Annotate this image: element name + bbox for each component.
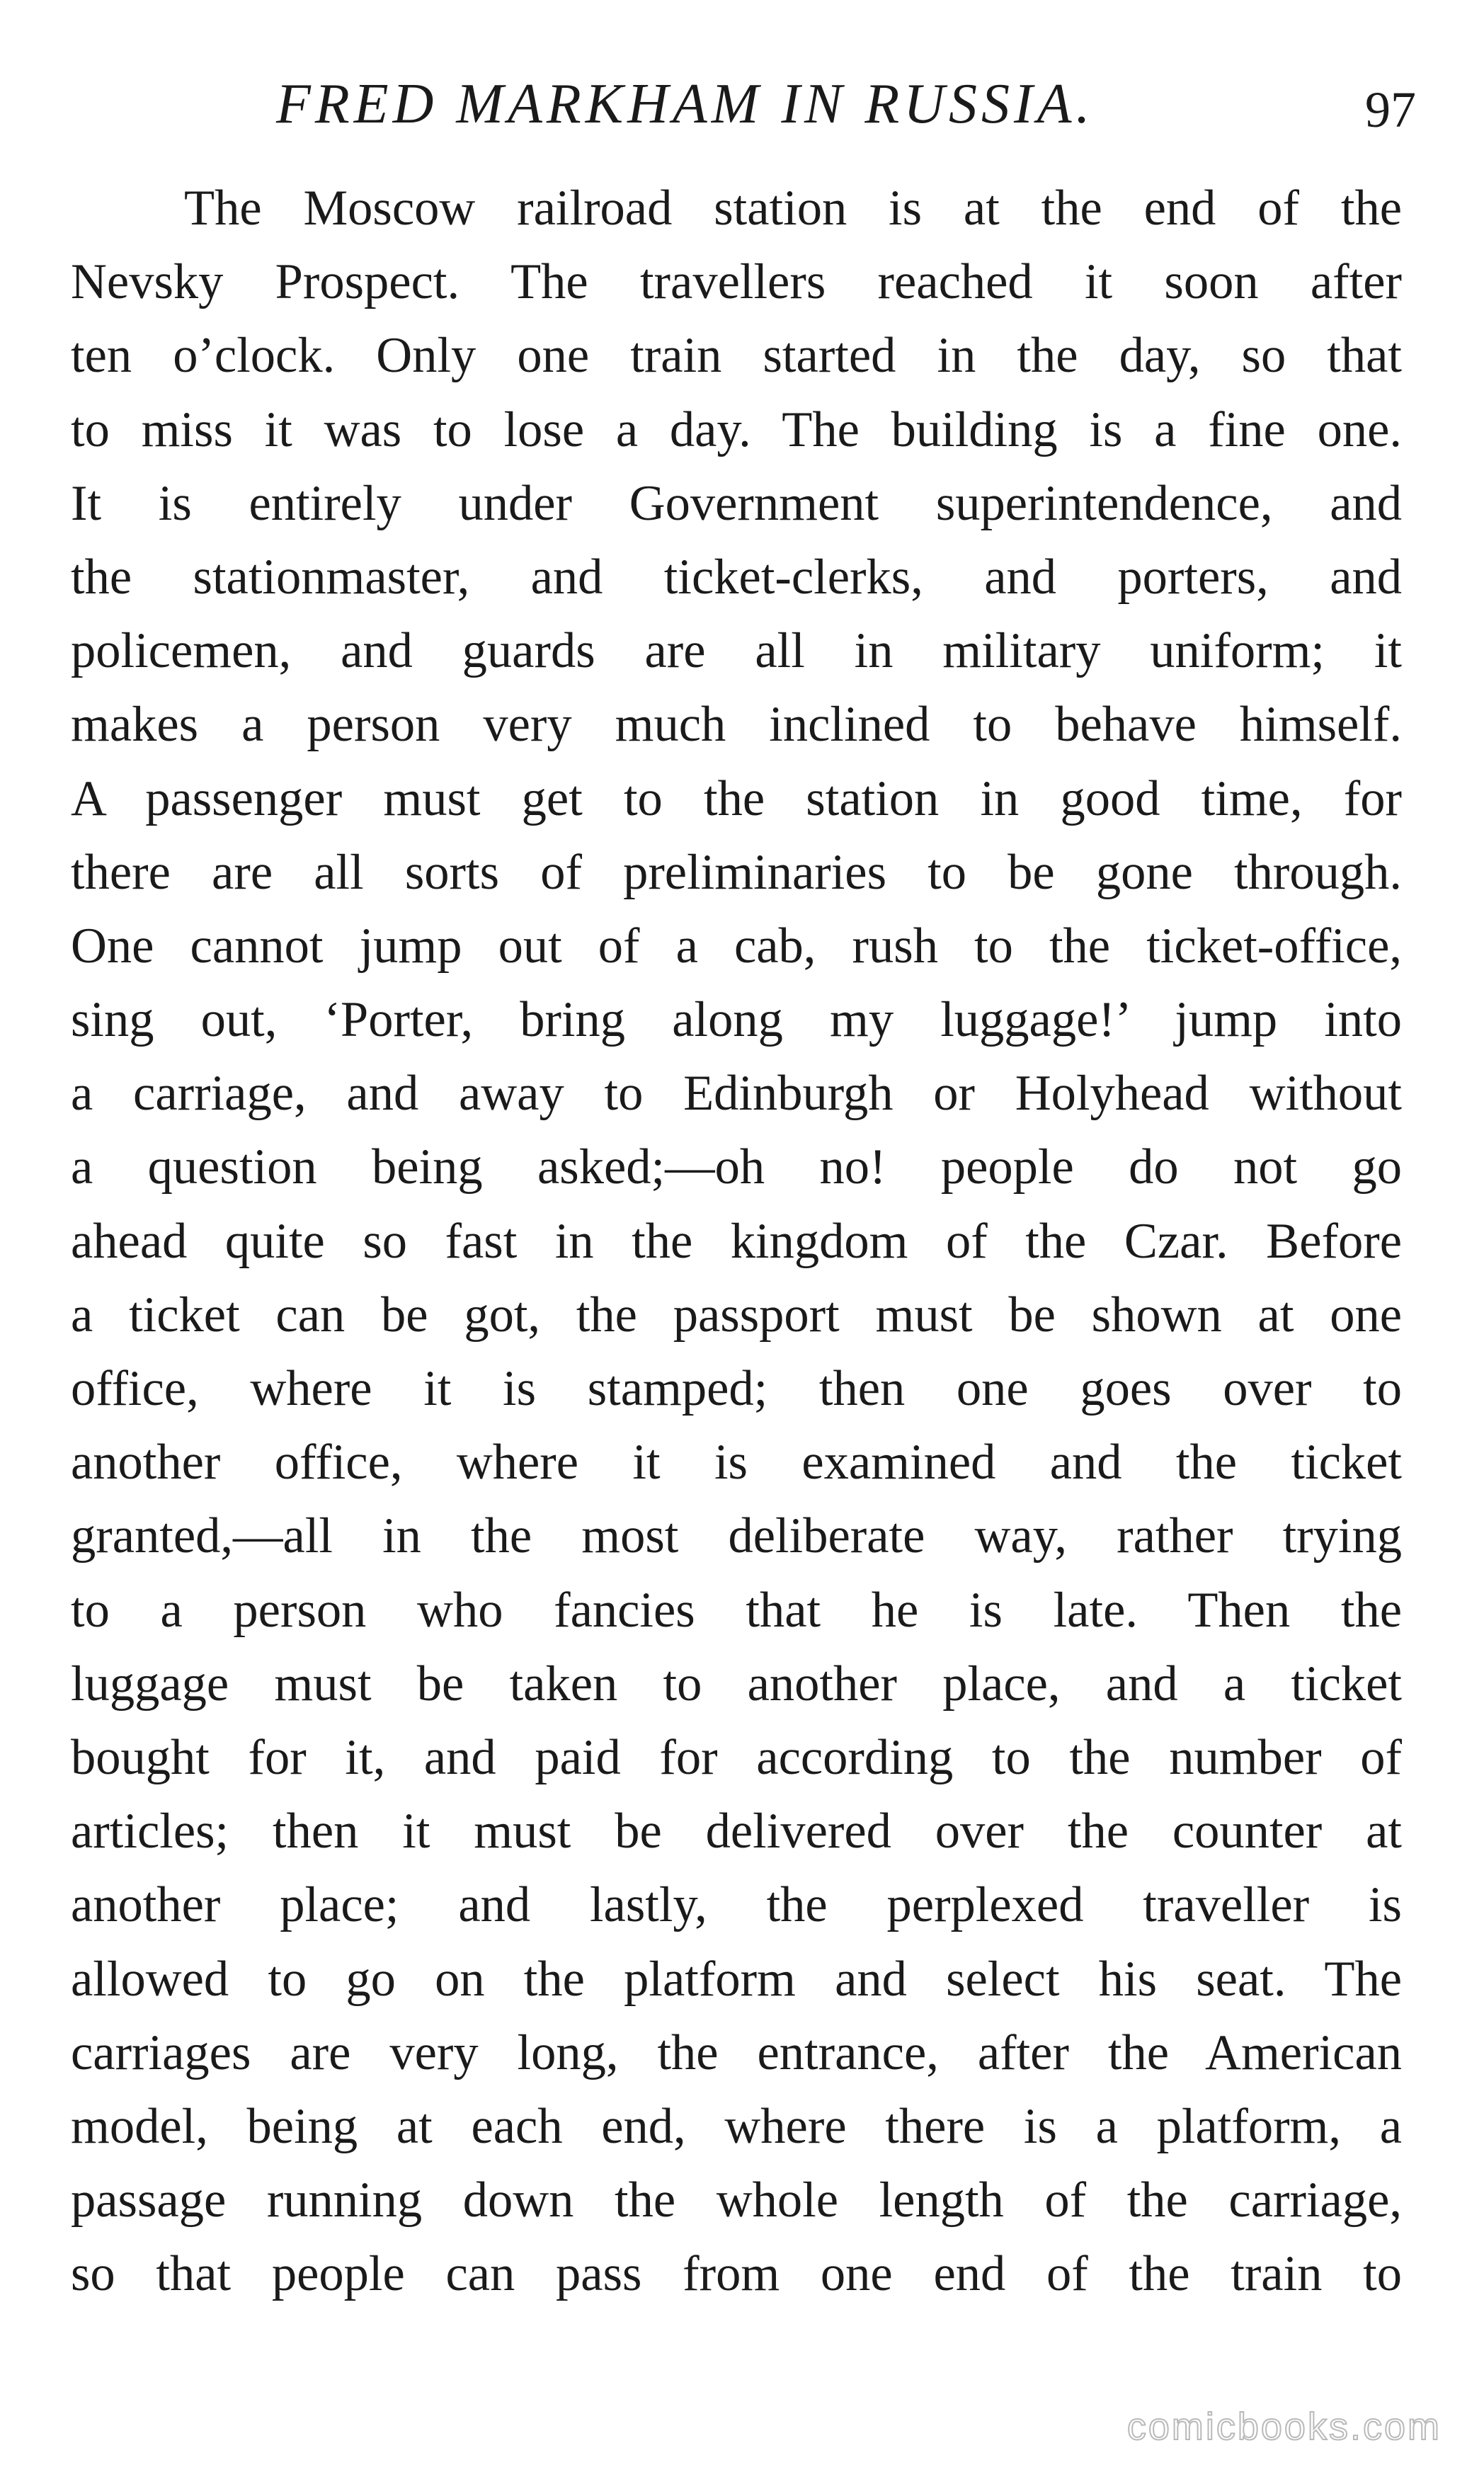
text-line: passage running down the whole length of the carriage, [71,2173,1402,2228]
text-line: another office, where it is examined and the ticket [71,1435,1402,1491]
text-line: a question being asked;—oh no! people do not go [71,1139,1402,1195]
text-line: articles; then it must be delivered over the counter at [71,1804,1402,1860]
running-title: FRED MARKHAM IN RUSSIA. [276,73,1095,135]
page-number: 97 [1365,81,1416,138]
text-line: makes a person very much inclined to behave himself. [71,697,1402,753]
body-text [71,171,1402,2311]
text-line: there are all sorts of preliminaries to be gone through. [71,844,1402,900]
text-line: so that people can pass from one end of the train to [71,2246,1402,2302]
text-line: to miss it was to lose a day. The building is a fine one. [71,402,1402,457]
running-head [71,65,1416,143]
text-line: carriages are very long, the entrance, after the American [71,2025,1402,2080]
text-line: policemen, and guards are all in military uniform; it [71,623,1402,679]
text-line: the stationmaster, and ticket-clerks, and porters, and [71,549,1402,605]
text-line: office, where it is stamped; then one goes over to [71,1361,1402,1416]
text-line: a ticket can be got, the passport must be shown at one [71,1287,1402,1343]
text-line: granted,—all in the most deliberate way, rather trying [71,1508,1402,1564]
text-line: A passenger must get to the station in good time, for [71,770,1402,826]
text-line: luggage must be taken to another place, and a ticket [71,1656,1402,1712]
text-line: It is entirely under Government superintendence, and [71,475,1402,531]
text-line: ahead quite so fast in the kingdom of the Czar. Before [71,1213,1402,1269]
text-line: Nevsky Prospect. The travellers reached it soon after [71,254,1402,310]
text-line: One cannot jump out of a cab, rush to the ticket-office, [71,918,1402,974]
text-line: The Moscow railroad station is at the end of the [184,181,1402,236]
text-line: sing out, ‘Porter, bring along my luggage!’ jump into [71,992,1402,1048]
text-line: ten o’clock. Only one train started in the day, so that [71,328,1402,384]
text-line: a carriage, and away to Edinburgh or Holyhead without [71,1066,1402,1122]
text-line: another place; and lastly, the perplexed traveller is [71,1877,1402,1933]
text-line: allowed to go on the platform and select his seat. The [71,1951,1402,2007]
text-line: to a person who fancies that he is late. Then the [71,1582,1402,1638]
watermark: comicbooks.com [1126,2405,1442,2448]
text-line: model, being at each end, where there is a platform, a [71,2098,1402,2154]
text-line: bought for it, and paid for according to the number of [71,1729,1402,1785]
